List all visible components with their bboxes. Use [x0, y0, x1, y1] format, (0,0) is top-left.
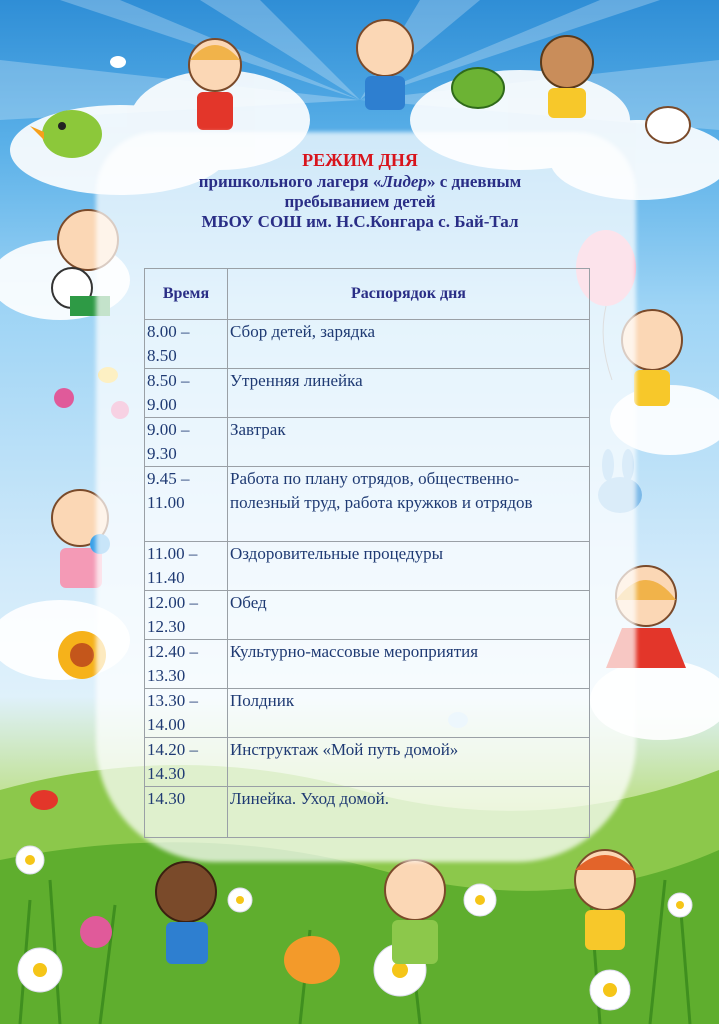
table-row: [145, 369, 590, 418]
time-end: 9.00: [147, 395, 177, 414]
table-row: [145, 418, 590, 467]
table-row: [145, 320, 590, 369]
column-header-schedule: Распорядок дня: [228, 269, 590, 320]
activity-cell: Утренняя линейка: [228, 369, 590, 418]
time-start: 14.20 –: [147, 740, 198, 759]
camp-name: Лидер: [381, 171, 427, 191]
table-row: [145, 787, 590, 838]
time-start: 12.40 –: [147, 642, 198, 661]
time-start: 11.00 –: [147, 544, 198, 563]
time-start: 8.50 –: [147, 371, 190, 390]
activity-cell: Инструктаж «Мой путь домой»: [228, 738, 590, 787]
header-line-3: МБОУ СОШ им. Н.С.Конгара с. Бай-Тал: [201, 212, 519, 232]
activity-cell: Сбор детей, зарядка: [228, 320, 590, 369]
time-end: 13.30: [147, 666, 186, 685]
table-row: [145, 640, 590, 689]
time-start: 14.30: [147, 789, 186, 808]
time-cell: [145, 640, 228, 689]
time-end: 11.40: [147, 568, 185, 587]
table-row: [145, 689, 590, 738]
page-title: РЕЖИМ ДНЯ: [302, 150, 418, 170]
time-end: 8.50: [147, 346, 177, 365]
header-line-2: пребыванием детей: [284, 191, 436, 211]
time-cell: [145, 542, 228, 591]
header-line-1-b: » с дневным: [426, 171, 522, 191]
time-cell: [145, 787, 228, 838]
time-cell: [145, 467, 228, 542]
table-row: [145, 467, 590, 542]
time-start: 13.30 –: [147, 691, 198, 710]
activity-cell: Работа по плану отрядов, общественно-полезный труд, работа кружков и отрядов: [228, 467, 590, 542]
activity-cell: Оздоровительные процедуры: [228, 542, 590, 591]
table-header-row: [145, 269, 590, 320]
table-row: [145, 542, 590, 591]
activity-cell: Линейка. Уход домой.: [228, 787, 590, 838]
time-cell: [145, 320, 228, 369]
time-end: 14.30: [147, 764, 186, 783]
activity-cell: Обед: [228, 591, 590, 640]
table-row: [145, 591, 590, 640]
time-end: 14.00: [147, 715, 186, 734]
time-cell: [145, 418, 228, 467]
header-line-1: [120, 172, 600, 192]
time-end: 11.00: [147, 493, 185, 512]
schedule-table: [144, 268, 590, 838]
table-row: [145, 738, 590, 787]
time-start: 9.45 –: [147, 469, 190, 488]
time-start: 12.00 –: [147, 593, 198, 612]
time-end: 12.30: [147, 617, 186, 636]
time-end: 9.30: [147, 444, 177, 463]
header-line-1-a: пришкольного лагеря «: [198, 171, 382, 191]
activity-cell: Полдник: [228, 689, 590, 738]
activity-cell: Завтрак: [228, 418, 590, 467]
time-cell: [145, 738, 228, 787]
column-header-time: Время: [145, 269, 228, 320]
page-header: [120, 150, 600, 233]
time-cell: [145, 369, 228, 418]
activity-cell: Культурно-массовые мероприятия: [228, 640, 590, 689]
time-start: 9.00 –: [147, 420, 190, 439]
time-cell: [145, 689, 228, 738]
time-cell: [145, 591, 228, 640]
time-start: 8.00 –: [147, 322, 190, 341]
